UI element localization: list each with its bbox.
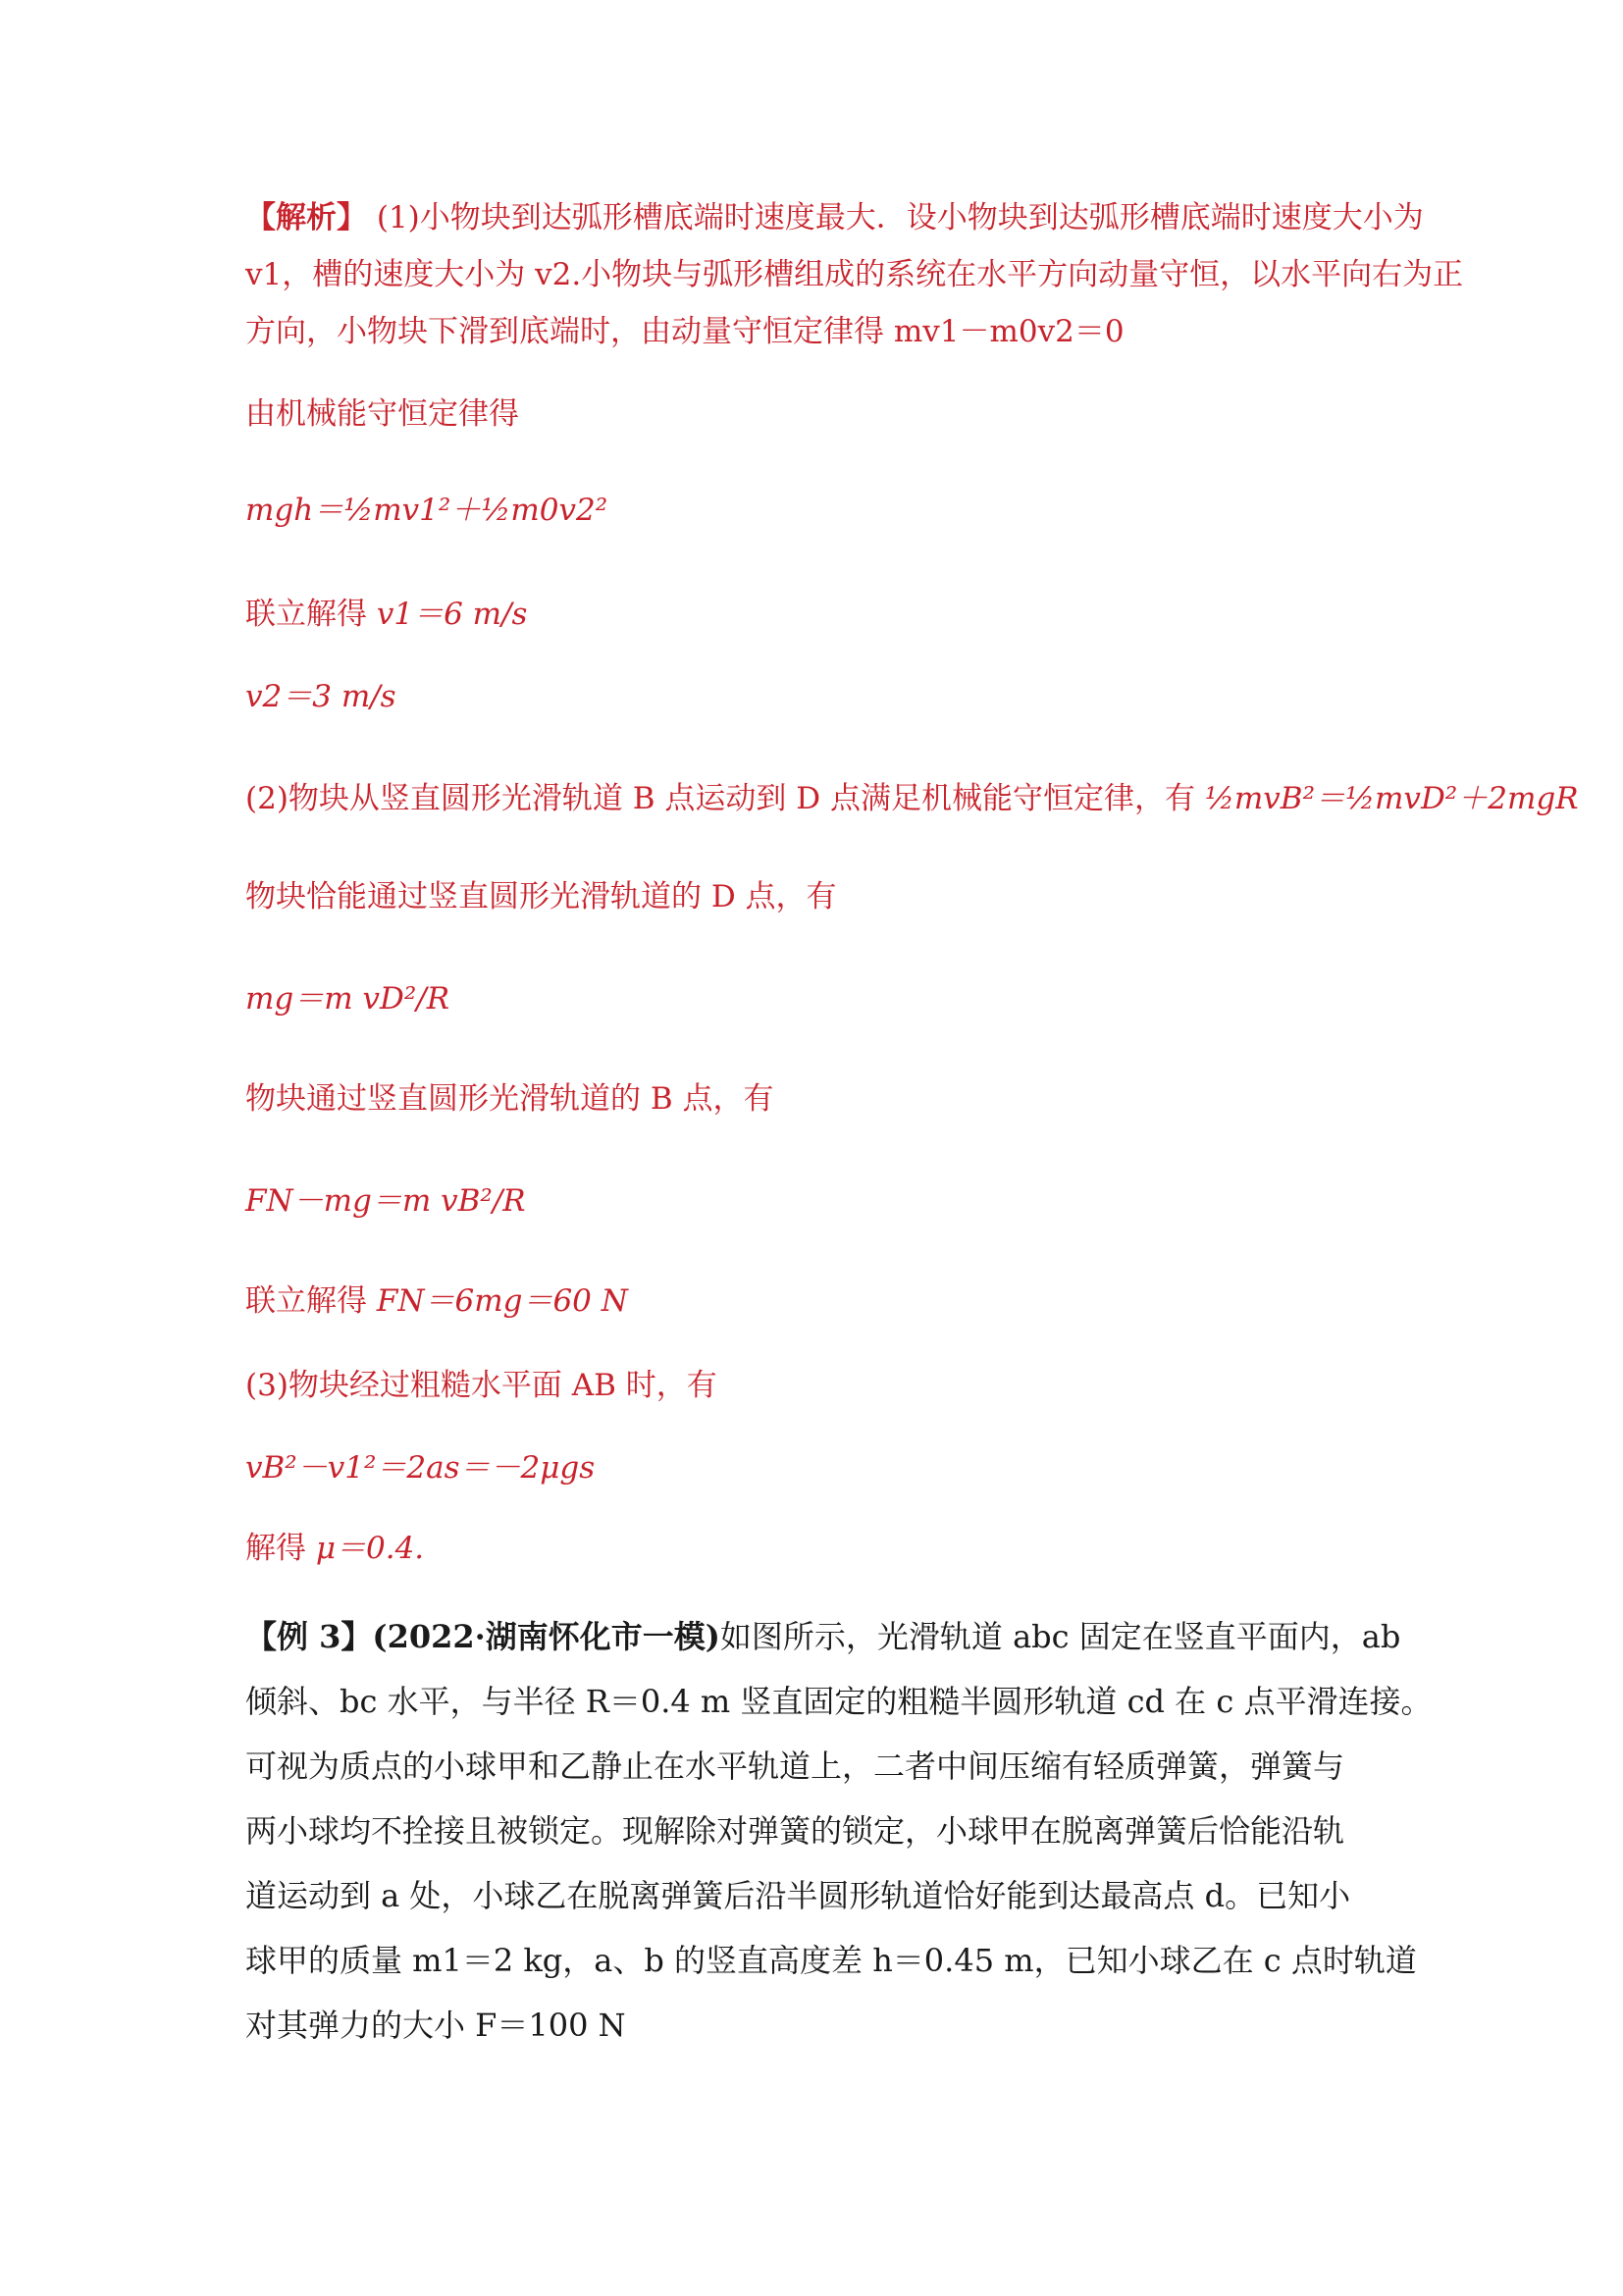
part2-text: (2)物块从竖直圆形光滑轨道 B 点运动到 D 点满足机械能守恒定律，有 xyxy=(245,781,1195,816)
part2-line2: 物块恰能通过竖直圆形光滑轨道的 D 点，有 xyxy=(245,879,837,914)
solve4-label: 解得 xyxy=(245,1531,306,1566)
solve2-value: v2＝3 m/s xyxy=(245,679,396,714)
analysis-tag: 【解析】 xyxy=(245,200,367,235)
part2-line3: 物块通过竖直圆形光滑轨道的 B 点，有 xyxy=(245,1081,774,1117)
part2-line xyxy=(245,777,1579,820)
example3-line1 xyxy=(245,1605,1401,1668)
equation-energy: mgh＝½mv1²＋½m0v2² xyxy=(245,493,608,528)
example3-line1-text: 如图所示，光滑轨道 abc 固定在竖直平面内，ab xyxy=(719,1618,1401,1655)
example3-line3: 可视为质点的小球甲和乙静止在水平轨道上，二者中间压缩有轻质弹簧，弹簧与 xyxy=(245,1748,1345,1785)
analysis-p1-line2: v1，槽的速度大小为 v2.小物块与弧形槽组成的系统在水平方向动量守恒，以水平向右为正 xyxy=(245,257,1464,292)
analysis-p1-line3: 方向，小物块下滑到底端时，由动量守恒定律得 mv1－m0v2＝0 xyxy=(245,314,1125,349)
example3-line2: 倾斜、bc 水平，与半径 R＝0.4 m 竖直固定的粗糙半圆形轨道 cd 在 c 点平滑连接。 xyxy=(245,1683,1433,1720)
solve1-line xyxy=(245,593,1384,636)
analysis-line-1 xyxy=(245,196,1424,239)
analysis-p1-line1: (1)小物块到达弧形槽底端时速度最大．设小物块到达弧形槽底端时速度大小为 xyxy=(376,200,1424,235)
example3-source: (2022·湖南怀化市一模) xyxy=(372,1618,720,1655)
solve4-line xyxy=(245,1527,1384,1570)
equation-friction: vB²－v1²＝2as＝－2μgs xyxy=(245,1450,596,1486)
example3-line5: 道运动到 a 处，小球乙在脱离弹簧后沿半圆形轨道恰好能到达最高点 d。已知小 xyxy=(245,1877,1351,1914)
solve3-value: FN＝6mg＝60 N xyxy=(376,1283,628,1319)
solve4-value: μ＝0.4. xyxy=(315,1531,425,1566)
example3-line6: 球甲的质量 m1＝2 kg，a、b 的竖直高度差 h＝0.45 m，已知小球乙在 c 点时轨道 xyxy=(245,1942,1417,1979)
part3-text: (3)物块经过粗糙水平面 AB 时，有 xyxy=(245,1368,717,1403)
part2-equation: ½mvB²＝½mvD²＋2mgR xyxy=(1204,781,1579,816)
solve1-value: v1＝6 m/s xyxy=(376,597,528,632)
energy-law-line: 由机械能守恒定律得 xyxy=(245,396,519,432)
solve3-label: 联立解得 xyxy=(245,1283,367,1319)
example3-tag: 【例 3】 xyxy=(245,1618,373,1655)
equation-b-point: FN－mg＝m vB²/R xyxy=(245,1183,526,1219)
solve3-line xyxy=(245,1279,1384,1323)
equation-d-point: mg＝m vD²/R xyxy=(245,981,450,1017)
example3-line4: 两小球均不拴接且被锁定。现解除对弹簧的锁定，小球甲在脱离弹簧后恰能沿轨 xyxy=(245,1812,1345,1850)
example3-line7: 对其弹力的大小 F＝100 N xyxy=(245,2007,626,2044)
solve1-label: 联立解得 xyxy=(245,597,367,632)
